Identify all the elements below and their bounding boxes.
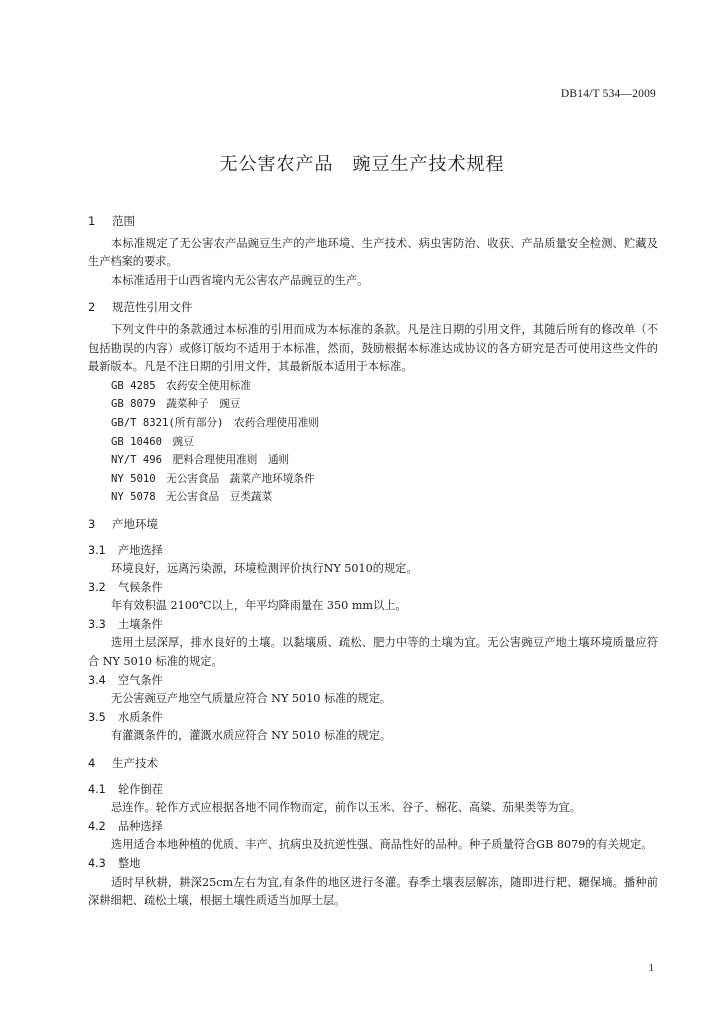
section-number: 3 [88, 516, 96, 531]
document-body [88, 208, 658, 911]
subsection-title: 轮作倒茬 [118, 782, 163, 796]
subsection-heading [88, 616, 658, 635]
section-number: 2 [88, 300, 96, 315]
section-title: 范围 [112, 214, 135, 228]
reference-item: NY 5078 无公害食品 豆类蔬菜 [111, 491, 273, 504]
section-number: 1 [88, 214, 96, 228]
subsection-number: 4.3 [88, 857, 106, 870]
paragraph: 年有效积温 2100℃以上，年平均降雨量在 350 mm以上。 [111, 599, 407, 613]
section-title: 产地环境 [112, 516, 158, 531]
subsection-heading [88, 709, 658, 728]
subsection-title: 产地选择 [118, 543, 163, 557]
reference-item: GB 10460 豌豆 [111, 435, 194, 448]
subsection-number: 3.4 [88, 673, 106, 687]
subsection-title: 水质条件 [118, 710, 163, 724]
paragraph: 无公害豌豆产地空气质量应符合 NY 5010 标准的规定。 [111, 692, 392, 706]
subsection-number: 3.2 [88, 580, 106, 594]
subsection-heading [88, 855, 658, 874]
document-title: 无公害农产品 豌豆生产技术规程 [219, 154, 505, 175]
subsection-title: 品种选择 [118, 819, 163, 833]
subsection-heading [88, 818, 658, 837]
standard-code: DB14/T 534—2009 [560, 88, 656, 100]
section-title: 生产技术 [112, 756, 158, 771]
paragraph: 适时早秋耕，耕深25cm左右为宜,有条件的地区进行冬灌。春季土壤表层解冻，随即进行耙、耱保墒。播种前深耕细耙、疏松土壤，根据土壤性质适当加厚土层。 [88, 875, 658, 908]
subsection-number: 3.5 [88, 710, 106, 724]
subsection-number: 4.2 [88, 819, 106, 833]
subsection-heading [88, 781, 658, 800]
section-heading-3 [88, 511, 658, 538]
subsection-number: 3.1 [88, 543, 106, 557]
reference-item: NY 5010 无公害食品 蔬菜产地环境条件 [111, 472, 315, 485]
paragraph: 选用适合本地种植的优质、丰产、抗病虫及抗逆性强、商品性好的品种。种子质量符合GB 8079的有关规定。 [111, 838, 653, 852]
section-heading-2 [88, 294, 658, 321]
subsection-heading [88, 579, 658, 598]
subsection-title: 整地 [118, 857, 141, 870]
subsection-title: 空气条件 [118, 673, 163, 687]
section-number: 4 [88, 756, 96, 771]
subsection-title: 土壤条件 [118, 617, 163, 631]
reference-item: GB/T 8321(所有部分) 农药合理使用准则 [111, 416, 319, 429]
page-number: 1 [648, 962, 654, 974]
subsection-number: 4.1 [88, 782, 106, 796]
reference-item: GB 8079 蔬菜种子 豌豆 [111, 398, 241, 411]
paragraph: 选用土层深厚，排水良好的土壤。以黏壤质、疏松、肥力中等的土壤为宜。无公害豌豆产地土壤环境质量应符合 NY 5010 标准的规定。 [88, 636, 658, 669]
subsection-heading [88, 672, 658, 691]
paragraph: 忌连作。轮作方式应根据各地不同作物而定，前作以玉米、谷子、棉花、高粱、茄果类等为宜。 [111, 801, 581, 815]
section-title: 规范性引用文件 [112, 300, 193, 315]
subsection-heading [88, 542, 658, 561]
paragraph: 环境良好，远离污染源，环境检测评价执行NY 5010的规定。 [111, 562, 418, 576]
section-heading-1 [88, 208, 658, 235]
subsection-title: 气候条件 [118, 580, 163, 594]
reference-item: GB 4285 农药安全使用标准 [111, 379, 251, 392]
paragraph: 本标准规定了无公害农产品豌豆生产的产地环境、生产技术、病虫害防治、收获、产品质量安全检测、贮藏及生产档案的要求。 [88, 236, 658, 269]
paragraph: 下列文件中的条款通过本标准的引用而成为本标准的条款。凡是注日期的引用文件，其随后所有的修改单（不包括勘误的内容）或修订版均不适用于本标准，然而，鼓励根据本标准达成协议的各方研究是否可使用这些文件的最新版本。凡是不注日期的引用文件，其最新版本适用于本标准。 [88, 322, 658, 374]
paragraph: 有灌溉条件的，灌溉水质应符合 NY 5010 标准的规定。 [111, 729, 392, 743]
section-heading-4 [88, 750, 658, 777]
subsection-number: 3.3 [88, 617, 106, 631]
reference-item: NY/T 496 肥料合理使用准则 通则 [111, 454, 290, 467]
paragraph: 本标准适用于山西省境内无公害农产品豌豆的生产。 [111, 273, 369, 287]
